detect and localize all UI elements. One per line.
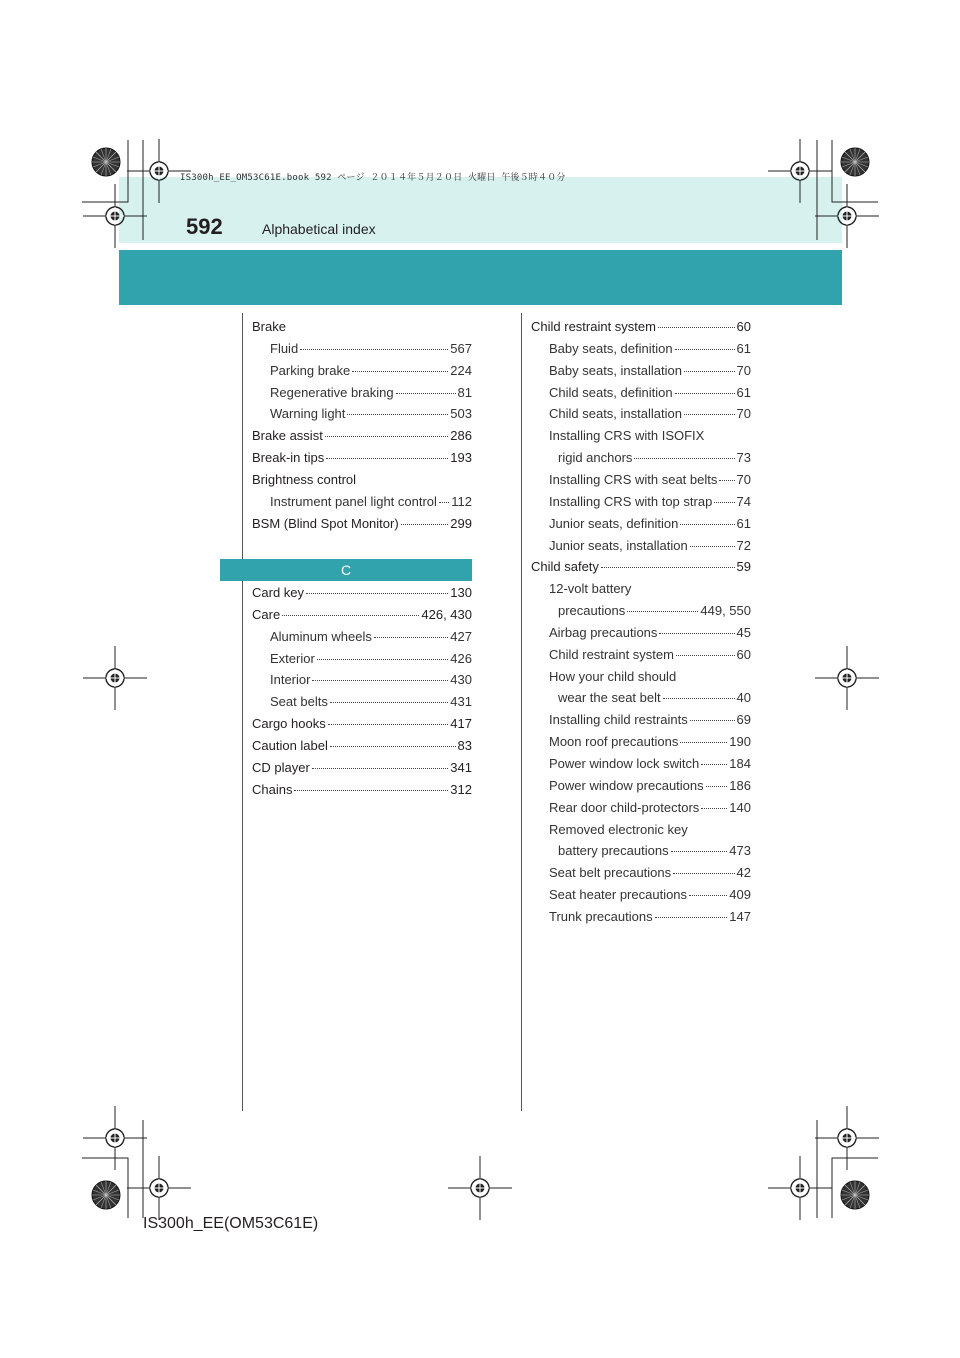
index-entry-label: Baby seats, installation <box>549 362 682 378</box>
index-entry-page: 341 <box>450 759 472 775</box>
index-entry-label: Instrument panel light control <box>270 493 437 509</box>
index-entry-label: Caution label <box>252 737 328 753</box>
index-entry-label: Regenerative braking <box>270 384 394 400</box>
index-entry-label: Aluminum wheels <box>270 628 372 644</box>
index-entry-label: Power window lock switch <box>549 756 700 771</box>
index-entry-page: 312 <box>450 781 472 797</box>
index-entry-page: 503 <box>450 406 472 422</box>
index-entry-label: Junior seats, installation <box>549 537 688 553</box>
index-entry-label: Rear door child-protectors <box>549 799 700 815</box>
index-entry-page: 61 <box>736 384 751 400</box>
index-entry-label: Child restraint system <box>531 319 656 334</box>
index-entry-label: Parking brake <box>270 362 351 378</box>
index-entry-page: 431 <box>450 694 472 710</box>
index-entry-label: Exterior <box>270 650 315 666</box>
index-entry-page: 426 <box>450 650 472 666</box>
index-entry-label: Child safety <box>531 559 599 575</box>
index-entry-label: Chains <box>252 781 293 797</box>
index-entry-page: 60 <box>736 319 751 334</box>
index-entry-page: 70 <box>736 471 751 487</box>
index-entry-label: Cargo hooks <box>252 716 326 732</box>
index-entry-label: How your child should <box>549 668 677 684</box>
index-entry-label: 12-volt battery <box>549 581 632 597</box>
index-entry-page: 427 <box>450 628 472 644</box>
index-entry-label: Child seats, definition <box>549 384 673 400</box>
index-entry-page: 73 <box>736 450 751 466</box>
index-entry-label: Brake <box>252 319 286 334</box>
index-entry-label: BSM (Blind Spot Monitor) <box>252 515 399 531</box>
index-entry-page: 286 <box>450 428 472 444</box>
index-entry-page: 45 <box>736 624 751 640</box>
index-entry-label: wear the seat belt <box>558 690 661 706</box>
index-entry-page: 184 <box>729 756 751 771</box>
index-entry-label: Trunk precautions <box>549 908 653 924</box>
index-entry-page: 61 <box>736 515 751 531</box>
index-entry-label: Junior seats, definition <box>549 515 679 531</box>
document-code: IS300h_EE(OM53C61E) <box>143 1215 319 1232</box>
index-entry-page: 60 <box>736 646 751 662</box>
index-entry-label: Seat belts <box>270 694 328 710</box>
index-entry-label: Moon roof precautions <box>549 734 679 750</box>
index-entry-page: 299 <box>450 515 472 531</box>
index-entry-label: Break-in tips <box>252 450 325 466</box>
index-entry-page: 430 <box>450 672 472 688</box>
index-entry-page: 70 <box>736 406 751 422</box>
index-entry-label: Card key <box>252 585 305 600</box>
index-entry-label: Warning light <box>270 406 346 422</box>
index-entry-label: Installing CRS with seat belts <box>549 471 718 487</box>
index-entry-label: Baby seats, definition <box>549 340 673 356</box>
index-entry-page: 61 <box>736 340 751 356</box>
index-entry-page: 69 <box>736 712 751 728</box>
index-entry-page: 426, 430 <box>421 606 472 622</box>
section-letter: C <box>340 562 352 578</box>
index-entry-page: 74 <box>736 493 751 509</box>
index-entry-label: precautions <box>558 603 626 619</box>
index-entry-page: 72 <box>736 537 751 553</box>
index-entry-page: 59 <box>736 559 751 575</box>
index-entry-page: 81 <box>457 384 472 400</box>
book-file-line: IS300h_EE_OM53C61E.book 592 ページ ２０１４年５月２０日 火曜日 午後５時４０分 <box>180 173 566 183</box>
index-entry-label: Child seats, installation <box>549 406 682 422</box>
index-entry-label: Installing CRS with top strap <box>549 493 713 509</box>
index-entry-label: Airbag precautions <box>549 624 658 640</box>
index-entry-page: 473 <box>729 843 751 859</box>
index-entry-page: 224 <box>450 362 472 378</box>
index-entry-page: 83 <box>457 737 472 753</box>
index-entry-page: 193 <box>450 450 472 466</box>
index-entry-label: Fluid <box>270 340 299 356</box>
index-entry-label: Installing child restraints <box>549 712 688 728</box>
index-entry-label: Brightness control <box>252 471 357 487</box>
index-entry-page: 70 <box>736 362 751 378</box>
index-entry-page: 42 <box>736 865 751 881</box>
index-entry-page: 190 <box>729 734 751 750</box>
index-entry-label: CD player <box>252 759 310 775</box>
index-entry-label: Seat heater precautions <box>549 887 688 903</box>
index-entry-label: Interior <box>270 672 311 688</box>
page-title: Alphabetical index <box>262 221 376 237</box>
index-entry-label: Brake assist <box>252 428 323 444</box>
index-entry-label: Removed electronic key <box>549 821 688 837</box>
index-entry-label: Care <box>252 606 281 622</box>
page-number: 592 <box>186 214 223 239</box>
index-entry-page: 567 <box>450 340 472 356</box>
index-entry-label: Installing CRS with ISOFIX <box>549 428 705 444</box>
index-entry-page: 112 <box>451 493 472 509</box>
index-entry-page: 40 <box>736 690 751 706</box>
index-entry-page: 409 <box>729 887 751 903</box>
index-entry-label: battery precautions <box>558 843 669 859</box>
index-entry-page: 417 <box>450 716 472 732</box>
index-entry-page: 140 <box>729 799 751 815</box>
index-entry-page: 186 <box>729 777 751 793</box>
index-entry-page: 130 <box>450 585 472 600</box>
index-entry-label: Power window precautions <box>549 777 704 793</box>
index-entry-label: Child restraint system <box>549 646 674 662</box>
index-entry-page: 449, 550 <box>700 603 751 619</box>
index-entry-label: Seat belt precautions <box>549 865 672 881</box>
index-entry-label: rigid anchors <box>558 450 633 466</box>
index-entry-page: 147 <box>729 908 751 924</box>
